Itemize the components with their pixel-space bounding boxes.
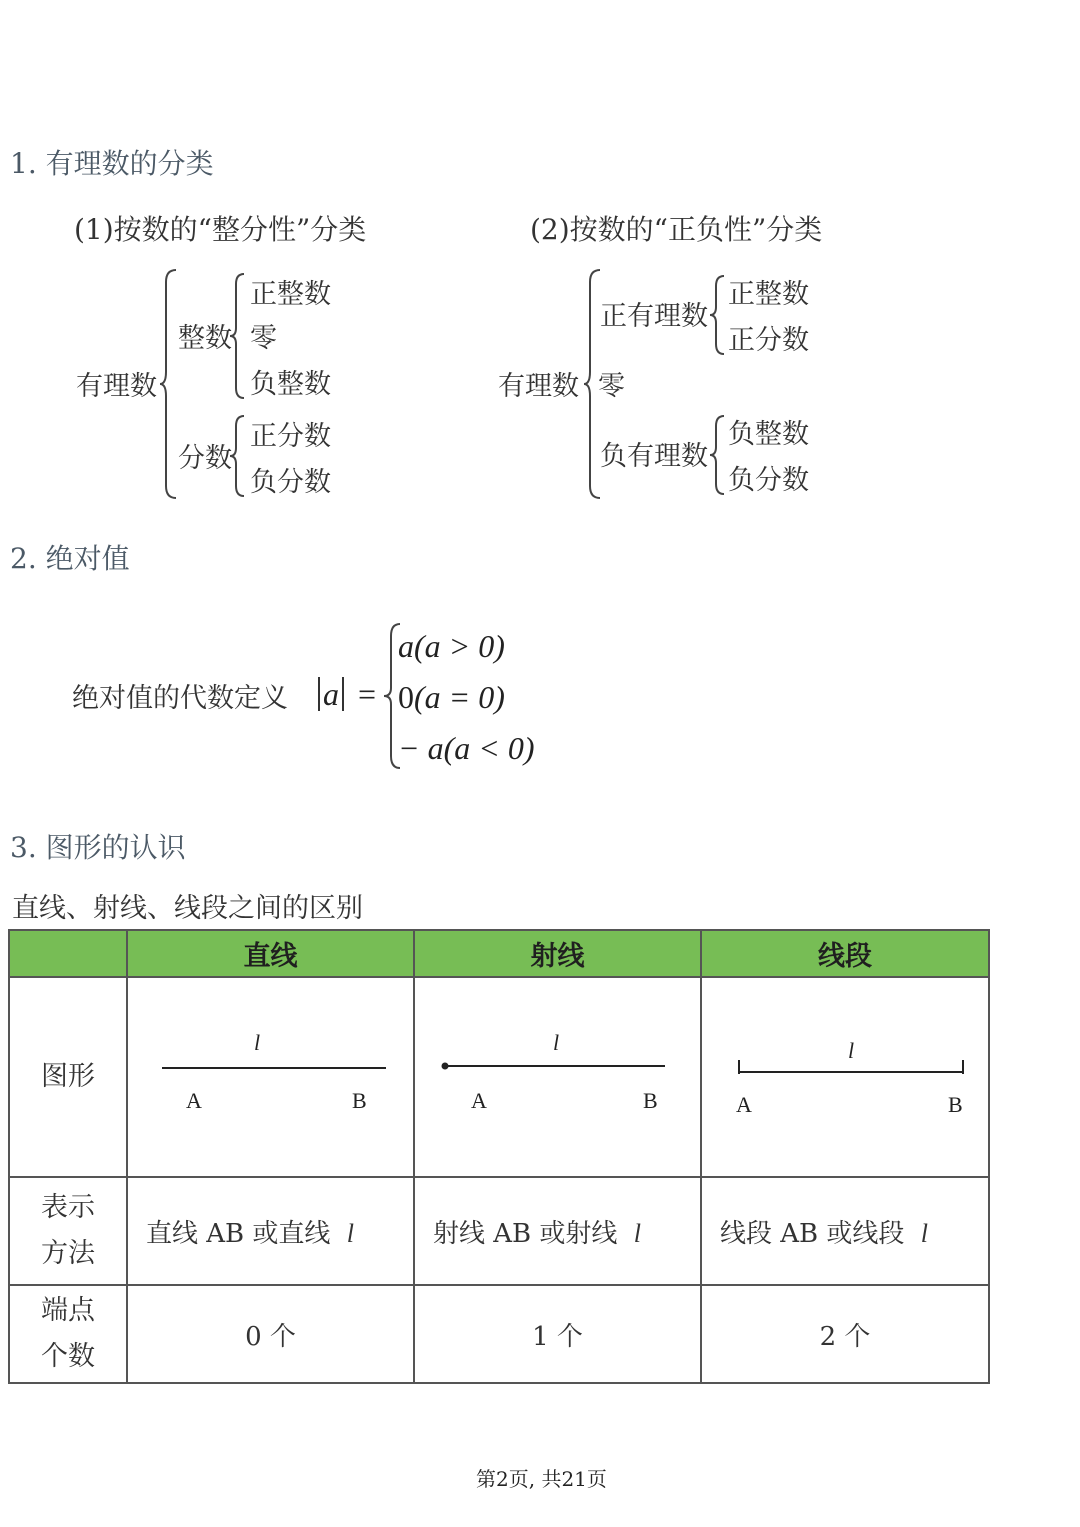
line-label-l: l	[254, 1030, 261, 1055]
case-zero-condition: (a = 0)	[414, 679, 505, 715]
case-negative-lead: − a	[398, 730, 444, 766]
notation-line-var: l	[346, 1218, 354, 1248]
endpoints-ray: 1 个	[414, 1285, 701, 1383]
figure-line-cell	[127, 977, 414, 1177]
tree2-root: 有理数	[498, 371, 579, 402]
notation-ray-var: l	[633, 1218, 641, 1248]
notation-ray	[414, 1177, 701, 1285]
section-heading-absolute-value: 2. 绝对值	[10, 542, 130, 575]
tree1-item-negative-integer: 负整数	[250, 369, 331, 400]
notation-line-text: 直线 AB 或直线	[146, 1218, 331, 1249]
figure-ray-cell	[414, 977, 701, 1177]
tree1-integer-brace	[228, 272, 250, 402]
case-negative-condition: (a < 0)	[443, 730, 535, 766]
line-point-a: A	[186, 1088, 202, 1113]
absolute-value-var: a	[323, 676, 339, 712]
header-segment: 线段	[701, 930, 989, 977]
tree2-item-negative-integer: 负整数	[728, 419, 809, 450]
tree2-positive: 正有理数	[600, 301, 708, 332]
tree1-item-zero: 零	[250, 323, 277, 354]
table-row-endpoints	[9, 1285, 989, 1383]
segment-point-b: B	[948, 1092, 963, 1117]
row-label-endpoints	[9, 1285, 127, 1383]
tree2-negative-brace	[708, 414, 730, 498]
absolute-value-definition-label: 绝对值的代数定义	[72, 683, 288, 714]
classification-by-sign-title: (2)按数的“正负性”分类	[530, 213, 823, 246]
notation-segment-var: l	[920, 1218, 928, 1248]
table-row-figure	[9, 977, 989, 1177]
ray-label-l: l	[553, 1030, 560, 1055]
notation-line	[127, 1177, 414, 1285]
case-positive-condition: (a > 0)	[414, 628, 505, 664]
tree2-item-positive-integer: 正整数	[728, 279, 809, 310]
notation-segment-text: 线段 AB 或线段	[720, 1218, 905, 1249]
absolute-value-case-zero	[398, 679, 505, 716]
section-heading-classification: 1. 有理数的分类	[10, 147, 214, 180]
table-row-notation	[9, 1177, 989, 1285]
tree2-negative: 负有理数	[600, 441, 708, 472]
tree1-item-positive-integer: 正整数	[250, 279, 331, 310]
row-label-endpoints-line1: 端点	[41, 1295, 95, 1326]
ray-point-a: A	[471, 1088, 487, 1113]
tree1-integer: 整数	[178, 323, 232, 354]
absolute-value-case-negative	[398, 730, 535, 767]
segment-label-l: l	[848, 1038, 855, 1063]
segment-figure	[702, 978, 990, 1176]
line-ray-segment-table	[8, 929, 990, 1384]
tree1-fraction: 分数	[178, 443, 232, 474]
figures-comparison-subtitle: 直线、射线、线段之间的区别	[12, 893, 363, 924]
case-zero-lead: 0	[398, 679, 414, 715]
endpoints-line: 0 个	[127, 1285, 414, 1383]
row-label-figure: 图形	[9, 977, 127, 1177]
case-positive-lead: a	[398, 628, 414, 664]
segment-point-a: A	[736, 1092, 752, 1117]
line-figure	[128, 978, 415, 1176]
header-ray: 射线	[414, 930, 701, 977]
ray-figure	[415, 978, 702, 1176]
row-label-notation	[9, 1177, 127, 1285]
absolute-value-equals: =	[358, 676, 377, 712]
absolute-value-expression	[318, 676, 376, 713]
ray-point-b: B	[643, 1088, 658, 1113]
endpoints-segment: 2 个	[701, 1285, 989, 1383]
header-empty	[9, 930, 127, 977]
tree1-item-negative-fraction: 负分数	[250, 467, 331, 498]
tree2-item-positive-fraction: 正分数	[728, 325, 809, 356]
classification-by-integrality-title: (1)按数的“整分性”分类	[74, 213, 367, 246]
tree2-item-negative-fraction: 负分数	[728, 465, 809, 496]
line-point-b: B	[352, 1088, 367, 1113]
row-label-endpoints-line2: 个数	[41, 1341, 95, 1372]
table-header-row	[9, 930, 989, 977]
tree1-root: 有理数	[76, 371, 157, 402]
notation-ray-text: 射线 AB 或射线	[433, 1218, 618, 1249]
row-label-notation-line1: 表示	[41, 1192, 95, 1223]
figure-segment-cell	[701, 977, 989, 1177]
row-label-notation-line2: 方法	[41, 1238, 95, 1269]
absolute-value-case-positive	[398, 628, 505, 665]
header-line: 直线	[127, 930, 414, 977]
tree1-fraction-brace	[228, 414, 250, 500]
notation-segment	[701, 1177, 989, 1285]
page-number: 第2页, 共21页	[476, 1467, 607, 1491]
tree2-positive-brace	[708, 274, 730, 358]
tree2-zero: 零	[598, 371, 625, 402]
section-heading-figures: 3. 图形的认识	[10, 831, 186, 864]
tree1-item-positive-fraction: 正分数	[250, 421, 331, 452]
